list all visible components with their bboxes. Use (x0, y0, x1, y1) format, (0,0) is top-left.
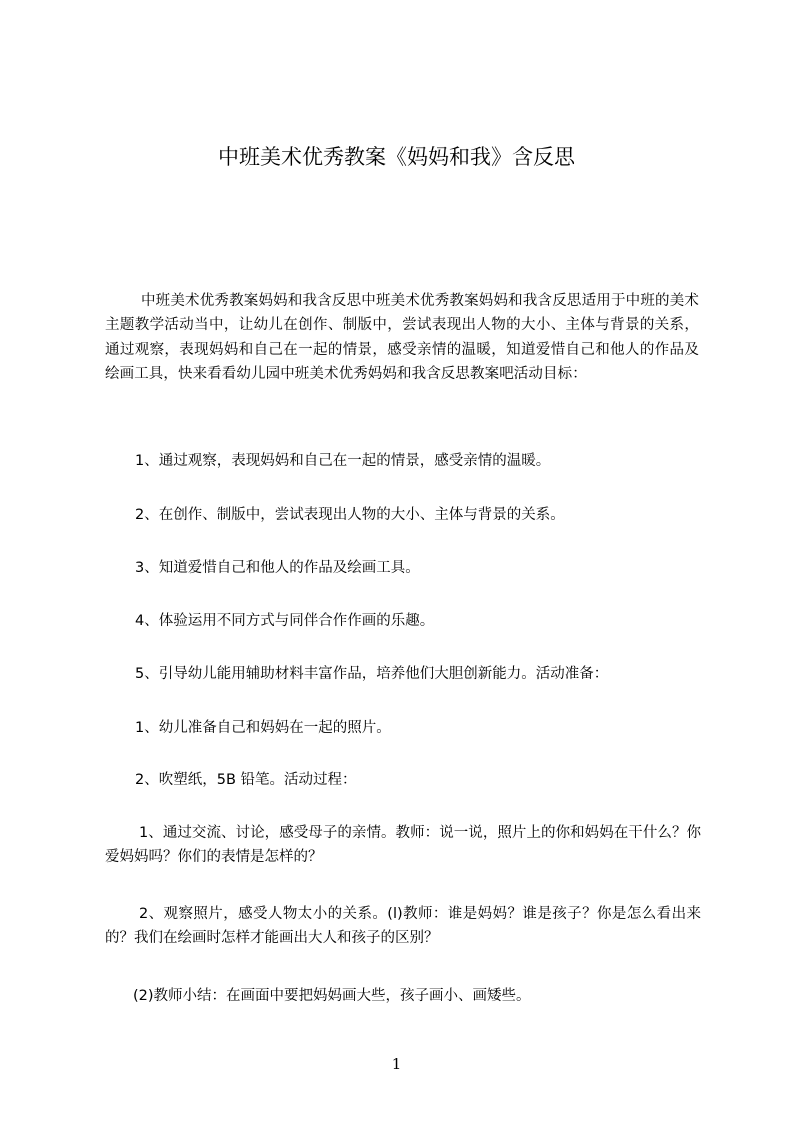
process-step-2: 2、观察照片，感受人物太小的关系。(l)教师：谁是妈妈？谁是孩子？你是怎么看出来的？我们在绘画时怎样才能画出大人和孩子的区别？ (105, 906, 701, 946)
preparation-1: 1、幼儿准备自己和妈妈在一起的照片。 (135, 720, 391, 736)
objective-3: 3、知道爱惜自己和他人的作品及绘画工具。 (135, 560, 420, 576)
preparation-2: 2、吹塑纸，5B 铅笔。活动过程： (135, 772, 357, 788)
process-summary: (2)教师小结：在画面中要把妈妈画大些，孩子画小、画矮些。 (133, 988, 531, 1004)
objective-1: 1、通过观察，表现妈妈和自己在一起的情景，感受亲情的温暖。 (135, 453, 551, 469)
document-title: 中班美术优秀教案《妈妈和我》含反思 (218, 145, 575, 169)
objective-5: 5、引导幼儿能用辅助材料丰富作品，培养他们大胆创新能力。活动准备： (135, 666, 609, 682)
intro-paragraph: 中班美术优秀教案妈妈和我含反思中班美术优秀教案妈妈和我含反思适用于中班的美术主题教学活动当中，让幼儿在创作、制版中，尝试表现出人物的大小、主体与背景的关系，通过观察，表现妈妈和自己在一起的情景，感受亲情的温暖，知道爱惜自己和他人的作品及绘画工具，快来看看幼儿园中班美术优秀妈妈和我含反思教案吧活动目标： (105, 293, 699, 382)
objective-4: 4、体验运用不同方式与同伴合作作画的乐趣。 (135, 613, 435, 629)
process-step-1: 1、通过交流、讨论，感受母子的亲情。教师：说一说，照片上的你和妈妈在干什么？你爱妈妈吗？你们的表情是怎样的？ (105, 825, 701, 865)
objective-2: 2、在创作、制版中，尝试表现出人物的大小、主体与背景的关系。 (135, 507, 565, 523)
page-number: 1 (391, 1055, 402, 1073)
